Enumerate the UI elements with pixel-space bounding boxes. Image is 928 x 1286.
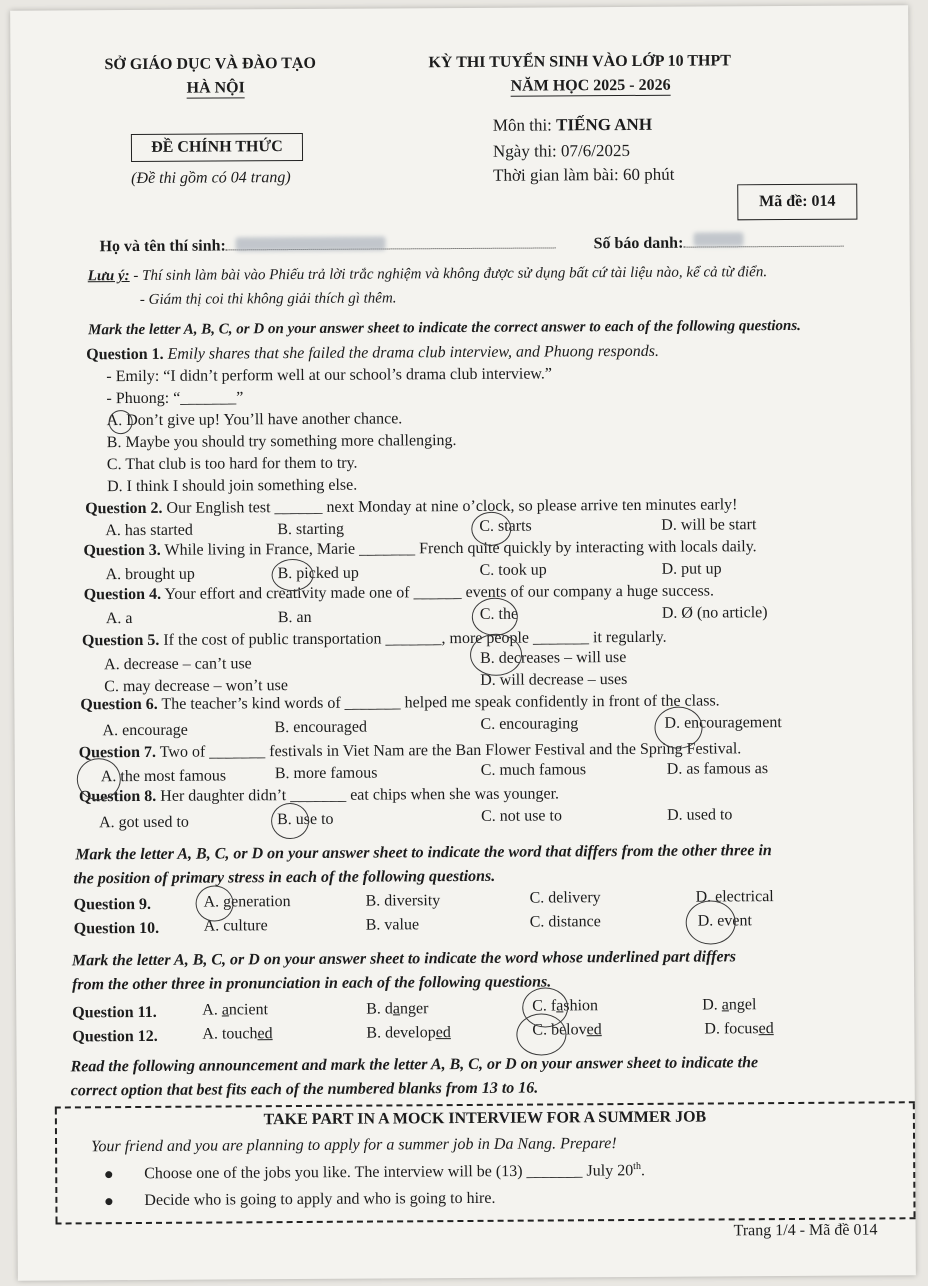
q12-a-underlined: ed xyxy=(257,1025,273,1043)
q6-option-c: C. encouraging xyxy=(480,715,579,733)
q8-option-c: C. not use to xyxy=(481,807,563,825)
q12-d-underlined: ed xyxy=(758,1020,774,1038)
q8-option-b: B. use to xyxy=(277,810,334,829)
q3-stem-row xyxy=(83,538,756,560)
q12-c-prefix: C. belov xyxy=(532,1021,587,1039)
q12-a-prefix: A. touch xyxy=(202,1025,258,1043)
bullet-2-text: Decide who is going to apply and who is going to hire. xyxy=(144,1189,496,1209)
q1-option-d: D. I think I should join something else. xyxy=(106,476,358,496)
q6-option-b: B. encouraged xyxy=(274,718,367,737)
exam-duration: Thời gian làm bài: 60 phút xyxy=(493,164,675,185)
candidate-name-label: Họ và tên thí sinh: xyxy=(99,237,226,256)
q7-option-c: C. much famous xyxy=(480,761,587,779)
exam-page xyxy=(10,5,916,1280)
q11-d-prefix: D. xyxy=(702,996,722,1014)
pages-note: (Đề thi gồm có 04 trang) xyxy=(131,169,291,188)
q12-c-underlined: ed xyxy=(586,1021,602,1039)
q6-option-a: A. encourage xyxy=(102,721,188,740)
q3-stem: While living in France, Marie _______ French quite quickly by interacting with locals daily. xyxy=(164,538,757,559)
q5-stem-row xyxy=(82,629,667,651)
q9-option-b: B. diversity xyxy=(365,892,441,910)
q3-option-a: A. brought up xyxy=(105,565,195,584)
section2-instruction-2: the position of primary stress in each of the following questions. xyxy=(73,867,496,888)
note-line1 xyxy=(88,264,767,285)
section3-instruction-2: from the other three in pronunciation in each of the following questions. xyxy=(72,973,552,994)
q7-stem-row xyxy=(79,740,742,762)
q8-stem-row xyxy=(79,785,559,806)
q1-option-b: B. Maybe you should try something more challenging. xyxy=(106,432,457,452)
q4-stem: Your effort and creativity made one of ______ events of our company a huge success. xyxy=(164,582,714,603)
exam-title: KỲ THI TUYỂN SINH VÀO LỚP 10 THPT xyxy=(428,52,731,72)
q2-stem-row xyxy=(85,496,737,518)
q1-option-c: C. That club is too hard for them to try. xyxy=(106,454,358,474)
q8-stem: Her daughter didn’t _______ eat chips when she was younger. xyxy=(160,785,560,805)
bullet-1-text: Choose one of the jobs you like. The interview will be (13) _______ July 20 xyxy=(144,1162,634,1183)
q10-label: Question 10. xyxy=(73,919,160,938)
q10-option-c: C. distance xyxy=(529,913,601,931)
q10-option-d: D. event xyxy=(697,912,752,930)
q1-phuong-line: - Phuong: “_______” xyxy=(106,389,244,408)
redacted-sbd xyxy=(693,232,743,246)
q9-option-d: D. electrical xyxy=(695,888,774,906)
q11-c-underlined: a xyxy=(556,997,564,1015)
q9-option-a: A. generation xyxy=(203,893,291,911)
note-text1: - Thí sinh làm bài vào Phiếu trả lời trắc nghiệm và không được sử dụng bất cứ tài liệu nào, kể cả từ điển. xyxy=(133,264,768,285)
sbd-label: Số báo danh: xyxy=(593,234,684,253)
q5-option-d: D. will decrease – uses xyxy=(480,670,628,689)
announcement-bullet-2 xyxy=(105,1190,495,1210)
candidate-name-row xyxy=(100,233,556,256)
official-exam-box: ĐỀ CHÍNH THỨC xyxy=(131,133,303,162)
q7-option-b: B. more famous xyxy=(274,764,378,783)
q2-option-a: A. has started xyxy=(105,521,193,540)
bullet-dot xyxy=(105,1198,112,1205)
q9-label: Question 9. xyxy=(73,895,151,914)
q12-option-a xyxy=(202,1025,272,1043)
q5-option-a: A. decrease – can’t use xyxy=(104,655,252,674)
q11-b-prefix: B. d xyxy=(366,1000,393,1018)
exam-date: Ngày thi: 07/6/2025 xyxy=(492,140,631,161)
q12-b-prefix: B. develop xyxy=(366,1024,436,1042)
sbd-field xyxy=(683,232,843,248)
q6-option-d: D. encouragement xyxy=(664,714,782,732)
announcement-subtitle: Your friend and you are planning to apply for a summer job in Da Nang. Prepare! xyxy=(91,1135,617,1156)
q11-option-d xyxy=(702,996,756,1014)
bullet-1-sup: th xyxy=(633,1160,641,1172)
q11-d-underlined: a xyxy=(721,996,729,1014)
subject-name: TIẾNG ANH xyxy=(556,114,653,135)
q4-label: Question 4. xyxy=(83,585,162,604)
note-line2: - Giám thị coi thi không giải thích gì thêm. xyxy=(139,290,397,308)
q3-option-b: B. picked up xyxy=(277,564,359,583)
q12-d-prefix: D. focus xyxy=(704,1020,759,1038)
q4-option-b: B. an xyxy=(277,608,312,627)
q11-a-underlined: a xyxy=(221,1001,229,1019)
q1-stem: Emily shares that she failed the drama club interview, and Phuong responds. xyxy=(167,342,659,363)
subject-prefix: Môn thi: xyxy=(492,115,557,135)
q4-option-a: A. a xyxy=(105,610,133,628)
school-year: NĂM HỌC 2025 - 2026 xyxy=(510,76,671,95)
q2-option-d: D. will be start xyxy=(661,516,757,534)
sbd-row xyxy=(593,232,843,254)
q5-option-c: C. may decrease – won’t use xyxy=(104,677,288,696)
q6-stem-row xyxy=(80,692,719,714)
q8-option-a: A. got used to xyxy=(99,813,189,832)
section4-instruction-2: correct option that best fits each of the numbered blanks from 13 to 16. xyxy=(70,1079,539,1100)
q11-label: Question 11. xyxy=(72,1003,157,1022)
q10-option-b: B. value xyxy=(365,916,420,934)
department-city: HÀ NỘI xyxy=(186,79,245,97)
q4-option-d: D. Ø (no article) xyxy=(661,604,768,622)
q6-label: Question 6. xyxy=(80,695,158,714)
q3-label: Question 3. xyxy=(83,541,161,560)
q12-option-b xyxy=(366,1024,451,1043)
q7-label: Question 7. xyxy=(78,743,157,762)
q4-option-c: C. the xyxy=(479,605,519,623)
q8-label: Question 8. xyxy=(78,787,157,806)
department-name: SỞ GIÁO DỤC VÀ ĐÀO TẠO xyxy=(104,54,316,74)
announcement-title: TAKE PART IN A MOCK INTERVIEW FOR A SUMMER JOB xyxy=(263,1108,707,1129)
q11-a-prefix: A. xyxy=(202,1001,222,1019)
q2-stem: Our English test ______ next Monday at nine o’clock, so please arrive ten minutes early! xyxy=(166,496,738,517)
q11-option-c xyxy=(532,997,598,1015)
q2-option-c: C. starts xyxy=(479,517,532,535)
bullet-1-end: . xyxy=(640,1162,646,1180)
q11-option-a xyxy=(202,1001,268,1019)
q11-a-suffix: ncient xyxy=(228,1001,269,1019)
section4-instruction-1: Read the following announcement and mark the letter A, B, C, or D on your answer sheet to indicate the xyxy=(70,1054,759,1076)
note-prefix: Lưu ý: xyxy=(87,268,130,285)
redacted-name xyxy=(236,236,386,251)
q5-label: Question 5. xyxy=(81,631,160,650)
page-footer: Trang 1/4 - Mã đề 014 xyxy=(733,1221,878,1240)
q11-b-underlined: a xyxy=(392,1000,401,1018)
announcement-bullet-1 xyxy=(105,1161,645,1184)
q2-label: Question 2. xyxy=(85,499,163,518)
q12-b-underlined: ed xyxy=(435,1024,451,1042)
q8-option-d: D. used to xyxy=(667,806,733,824)
q3-option-d: D. put up xyxy=(661,560,722,578)
q7-stem: Two of _______ festivals in Viet Nam are the Ban Flower Festival and the Spring Festival. xyxy=(159,740,742,761)
section3-instruction-1: Mark the letter A, B, C, or D on your answer sheet to indicate the word whose underlined part differs xyxy=(71,948,737,970)
candidate-name-field xyxy=(226,233,556,250)
section2-instruction-1: Mark the letter A, B, C, or D on your answer sheet to indicate the word that differs from the other three in xyxy=(75,842,772,864)
q5-option-b: B. decreases – will use xyxy=(480,649,627,667)
bullet-dot xyxy=(105,1171,112,1178)
q1-stem-row xyxy=(86,343,659,364)
exam-code-box: Mã đề: 014 xyxy=(737,184,857,221)
q11-option-b xyxy=(366,1000,428,1018)
q12-option-d xyxy=(704,1020,773,1038)
q3-option-c: C. took up xyxy=(479,561,547,579)
q6-stem: The teacher’s kind words of _______ helped me speak confidently in front of the class. xyxy=(161,692,720,713)
q11-c-suffix: shion xyxy=(563,997,599,1015)
q11-c-prefix: C. f xyxy=(532,997,557,1015)
q5-stem: If the cost of public transportation _______, more people _______ it regularly. xyxy=(163,628,667,649)
q1-label: Question 1. xyxy=(86,345,164,364)
q1-option-a: A. Don’t give up! You’ll have another chance. xyxy=(106,410,403,430)
q2-option-b: B. starting xyxy=(277,520,345,539)
q11-b-suffix: nger xyxy=(399,1000,429,1018)
q9-option-c: C. delivery xyxy=(529,889,601,907)
q11-d-suffix: ngel xyxy=(728,996,757,1014)
q1-emily-line: - Emily: “I didn’t perform well at our school’s drama club interview.” xyxy=(106,365,553,386)
q10-option-a: A. culture xyxy=(203,917,268,935)
q7-option-d: D. as famous as xyxy=(666,760,769,778)
q12-label: Question 12. xyxy=(72,1027,158,1046)
subject-line xyxy=(493,115,652,136)
announcement-box xyxy=(55,1101,916,1224)
q4-stem-row xyxy=(84,582,714,604)
q12-option-c xyxy=(532,1021,601,1039)
section1-instruction: Mark the letter A, B, C, or D on your answer sheet to indicate the correct answer to each of the following questions. xyxy=(88,317,801,339)
q7-option-a: A. the most famous xyxy=(100,767,227,786)
